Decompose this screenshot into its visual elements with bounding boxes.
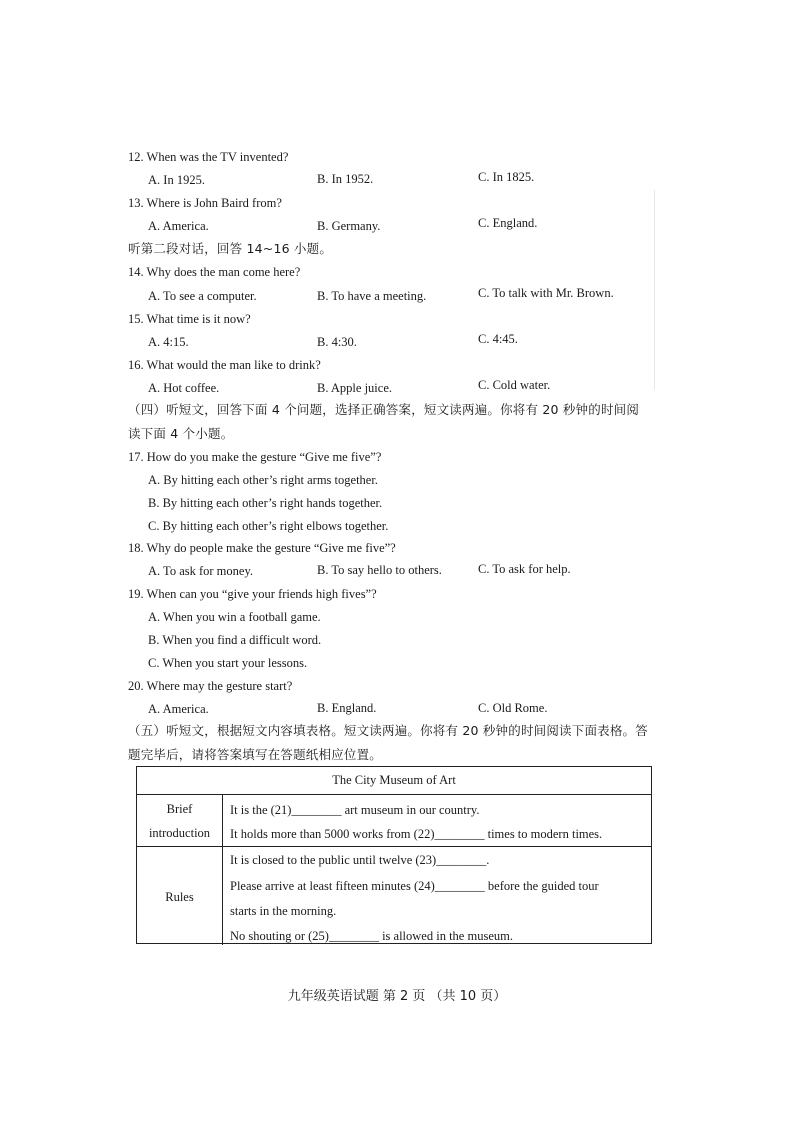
question-12-option-b: B. In 1952. — [317, 172, 374, 186]
question-16-option-c: C. Cold water. — [478, 378, 551, 392]
part-5-instruction-line-2: 题完毕后，请将答案填写在答题纸相应位置。 — [128, 747, 383, 762]
rules-label: Rules — [165, 890, 194, 904]
question-12-option-c: C. In 1825. — [478, 170, 535, 184]
question-12-stem: 12. When was the TV invented? — [128, 150, 289, 164]
museum-info-table — [136, 766, 652, 944]
question-19-stem: 19. When can you “give your friends high fives”? — [128, 587, 377, 601]
rules-text-line-3: starts in the morning. — [230, 904, 337, 918]
question-14-option-b: B. To have a meeting. — [317, 289, 427, 303]
question-15-stem: 15. What time is it now? — [128, 312, 251, 326]
question-13-stem: 13. Where is John Baird from? — [128, 196, 282, 210]
question-16-stem: 16. What would the man like to drink? — [128, 358, 321, 372]
question-15-option-b: B. 4:30. — [317, 335, 357, 349]
page-footer-text: 九年级英语试题 第 2 页 （共 10 页） — [287, 989, 507, 1004]
question-17-option-a: A. By hitting each other’s right arms together. — [148, 473, 378, 487]
part-4-instruction-line-1: （四）听短文，回答下面 4 个问题，选择正确答案，短文读两遍。你将有 20 秒钟的时间阅 — [128, 402, 640, 417]
part-4-instruction-line-2: 读下面 4 个小题。 — [128, 426, 234, 441]
question-18-option-a: A. To ask for money. — [148, 564, 254, 578]
question-13-option-c: C. England. — [478, 216, 538, 230]
scan-edge-mark — [654, 190, 655, 390]
question-18-option-c: C. To ask for help. — [478, 562, 571, 576]
dialog-2-instruction: 听第二段对话，回答 14~16 小题。 — [128, 241, 333, 256]
question-18-option-b: B. To say hello to others. — [317, 563, 442, 577]
question-15-option-a: A. 4:15. — [148, 335, 189, 349]
question-17-option-c: C. By hitting each other’s right elbows together. — [148, 519, 389, 533]
rules-text-line-1: It is closed to the public until twelve (23)________. — [230, 853, 490, 867]
question-19-option-c: C. When you start your lessons. — [148, 656, 308, 670]
question-20-option-c: C. Old Rome. — [478, 701, 548, 715]
question-20-option-b: B. England. — [317, 701, 377, 715]
question-12-option-a: A. In 1925. — [148, 173, 205, 187]
question-15-option-c: C. 4:45. — [478, 332, 518, 346]
question-18-stem: 18. Why do people make the gesture “Give me five”? — [128, 541, 396, 555]
question-19-option-b: B. When you find a difficult word. — [148, 633, 322, 647]
question-17-stem: 17. How do you make the gesture “Give me five”? — [128, 450, 382, 464]
question-17-option-b: B. By hitting each other’s right hands together. — [148, 496, 383, 510]
table-title: The City Museum of Art — [137, 767, 651, 795]
question-19-option-a: A. When you win a football game. — [148, 610, 321, 624]
table-column-divider — [222, 795, 223, 945]
page-footer — [0, 985, 794, 1004]
rules-text-line-4: No shouting or (25)________ is allowed in the museum. — [230, 929, 513, 943]
table-row-divider — [137, 846, 651, 847]
brief-label-line-2: introduction — [148, 826, 211, 840]
question-14-stem: 14. Why does the man come here? — [128, 265, 301, 279]
brief-text-line-1: It is the (21)________ art museum in our country. — [230, 803, 480, 817]
question-20-option-a: A. America. — [148, 702, 209, 716]
question-14-option-a: A. To see a computer. — [148, 289, 257, 303]
part-5-instruction-line-1: （五）听短文，根据短文内容填表格。短文读两遍。你将有 20 秒钟的时间阅读下面表格。答 — [128, 723, 648, 738]
question-20-stem: 20. Where may the gesture start? — [128, 679, 293, 693]
question-13-option-a: A. America. — [148, 219, 209, 233]
brief-label-line-1: Brief — [166, 802, 193, 816]
question-16-option-b: B. Apple juice. — [317, 381, 392, 395]
question-13-option-b: B. Germany. — [317, 219, 381, 233]
brief-text-line-2: It holds more than 5000 works from (22)________ times to modern times. — [230, 827, 603, 841]
question-14-option-c: C. To talk with Mr. Brown. — [478, 286, 614, 300]
question-16-option-a: A. Hot coffee. — [148, 381, 220, 395]
rules-text-line-2: Please arrive at least fifteen minutes (24)________ before the guided tour — [230, 879, 599, 893]
